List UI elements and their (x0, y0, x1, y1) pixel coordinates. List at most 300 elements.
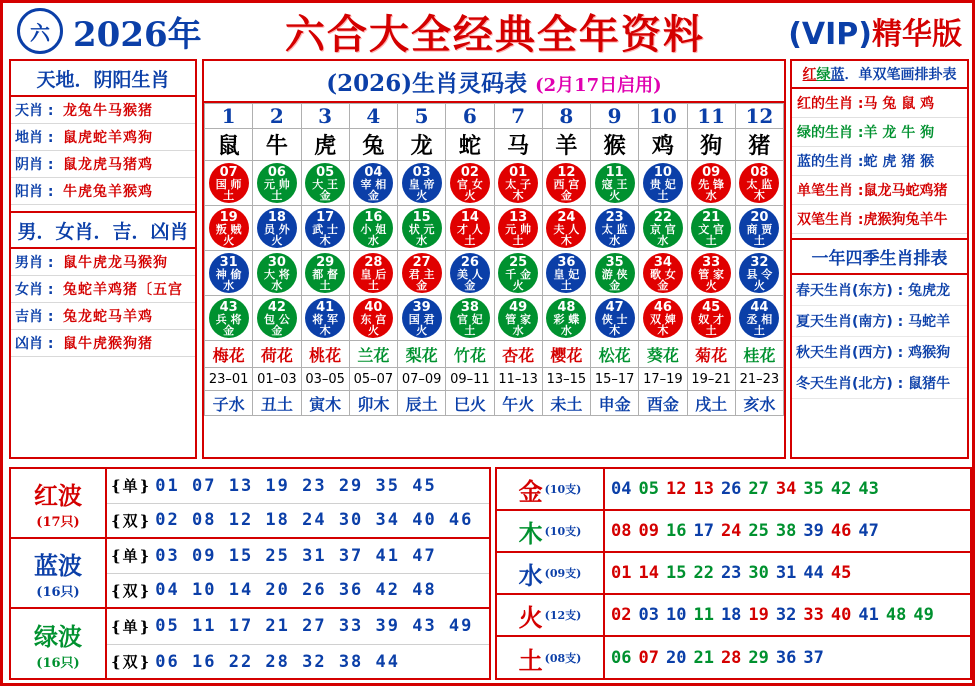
table-cell (735, 296, 783, 341)
number-ball[interactable] (209, 163, 249, 203)
element-number[interactable]: 26 (720, 479, 742, 499)
number-ball[interactable] (643, 253, 683, 293)
element-number[interactable]: 35 (803, 479, 824, 499)
zodiac-title-main: (2026)生肖灵码表 (326, 70, 528, 97)
element-count: (08支) (544, 652, 582, 665)
wave-values: 05 11 17 21 27 33 39 43 49 (155, 616, 474, 637)
table-cell: 13–15 (542, 368, 590, 391)
table-cell (494, 206, 542, 251)
ball-rows (205, 161, 784, 341)
ball-element: 金 (271, 323, 283, 337)
wave-name: 蓝波 (34, 551, 82, 580)
wave-row-blue (11, 539, 489, 609)
table-cell: 兔 (349, 129, 397, 161)
list-item (11, 97, 195, 124)
element-number[interactable]: 09 (638, 521, 659, 541)
table-cell: 羊 (542, 129, 590, 161)
element-number[interactable]: 12 (665, 479, 687, 499)
table-cell: 酉金 (639, 391, 687, 416)
table-cell: 03–05 (301, 368, 349, 391)
number-ball[interactable] (643, 163, 683, 203)
number-ball[interactable] (353, 253, 393, 293)
table-cell (301, 161, 349, 206)
table-cell: 虎 (301, 129, 349, 161)
wave-line-odd (107, 609, 489, 645)
ball-element: 火 (753, 278, 765, 292)
number-ball[interactable] (257, 298, 297, 338)
ball-role: 皇 帝 (408, 177, 435, 191)
ball-role: 神 偷 (215, 267, 242, 281)
element-number[interactable]: 02 (611, 605, 632, 625)
element-number[interactable]: 32 (775, 605, 797, 625)
ball-element: 水 (609, 233, 621, 247)
number-ball[interactable] (739, 298, 779, 338)
element-number[interactable]: 06 (611, 648, 632, 668)
table-cell: 19–21 (687, 368, 735, 391)
ball-element: 水 (223, 278, 235, 292)
number-ball[interactable] (257, 163, 297, 203)
ball-element: 火 (416, 188, 428, 202)
ball-number: 04 (364, 164, 383, 180)
ball-number: 39 (412, 299, 431, 315)
table-cell: 狗 (687, 129, 735, 161)
element-label (497, 511, 605, 551)
wave-line-even (107, 504, 489, 538)
ball-element: 火 (416, 323, 428, 337)
number-ball[interactable] (450, 208, 490, 248)
element-label (497, 637, 605, 679)
element-number[interactable]: 46 (830, 521, 852, 541)
ball-element: 金 (223, 323, 235, 337)
number-ball[interactable] (402, 298, 442, 338)
table-cell: 9 (591, 104, 639, 129)
ball-number: 33 (702, 254, 721, 270)
logo (9, 9, 71, 53)
ball-role: 大 将 (263, 267, 290, 281)
table-cell: 5 (398, 104, 446, 129)
row-key: 男肖 : (15, 255, 54, 271)
ball-role: 国 君 (408, 312, 435, 326)
ball-number: 03 (412, 164, 431, 180)
number-ball[interactable] (595, 163, 635, 203)
ball-role: 太 子 (505, 177, 532, 191)
element-label (497, 553, 605, 593)
ball-element: 水 (367, 233, 379, 247)
table-cell (494, 251, 542, 296)
ball-role: 贵 妃 (649, 177, 676, 191)
ball-role: 商 贾 (746, 222, 773, 236)
ball-element: 水 (657, 233, 669, 247)
row-key: 吉肖 : (15, 309, 54, 325)
element-number[interactable]: 04 (611, 479, 632, 499)
number-ball[interactable] (739, 253, 779, 293)
element-number[interactable]: 33 (803, 605, 824, 625)
element-number[interactable]: 29 (748, 648, 769, 668)
number-ball[interactable] (546, 253, 586, 293)
table-cell: 午火 (494, 391, 542, 416)
element-number[interactable]: 42 (830, 479, 852, 499)
table-cell (735, 251, 783, 296)
ball-element: 金 (560, 188, 572, 202)
element-number[interactable]: 24 (720, 521, 742, 541)
number-ball[interactable] (450, 163, 490, 203)
table-cell: 申金 (591, 391, 639, 416)
ball-role: 状 元 (408, 222, 435, 236)
number-ball[interactable] (691, 208, 731, 248)
element-number[interactable]: 21 (693, 648, 714, 668)
ball-number: 07 (219, 164, 238, 180)
ball-element: 土 (705, 233, 717, 247)
ball-number: 47 (605, 299, 624, 315)
ball-number: 35 (605, 254, 624, 270)
table-cell (639, 161, 687, 206)
table-cell (542, 296, 590, 341)
table-cell: 2 (253, 104, 301, 129)
right-panel (790, 59, 969, 459)
element-number[interactable]: 03 (638, 605, 659, 625)
number-ball[interactable] (546, 298, 586, 338)
left-panel (9, 59, 197, 459)
ball-element: 木 (319, 323, 331, 337)
left-block1-title: 天地．阴阳生肖 (11, 61, 195, 97)
ball-number: 23 (605, 209, 624, 225)
table-cell: 子水 (205, 391, 253, 416)
table-cell (349, 296, 397, 341)
element-number[interactable]: 05 (638, 479, 659, 499)
ball-role: 寇 王 (601, 177, 628, 191)
table-cell: 马 (494, 129, 542, 161)
list-item (11, 249, 195, 276)
ball-element: 木 (560, 233, 572, 247)
row-key: 地肖 : (15, 130, 54, 146)
center-panel (202, 59, 786, 459)
ball-number: 43 (219, 299, 238, 315)
ball-element: 金 (657, 278, 669, 292)
wave-line-even (107, 645, 489, 680)
number-ball[interactable] (691, 253, 731, 293)
element-number[interactable]: 22 (693, 563, 714, 583)
table-cell: 23–01 (205, 368, 253, 391)
ball-role: 双 婢 (649, 312, 676, 326)
table-cell (398, 251, 446, 296)
wave-line-odd (107, 469, 489, 504)
table-cell (591, 161, 639, 206)
list-item: 春天生肖(东方) : 兔虎龙 (792, 275, 967, 306)
number-ball[interactable] (402, 208, 442, 248)
number-ball[interactable] (305, 163, 345, 203)
vip-suffix: 精华版 (872, 17, 962, 52)
wave-tag: {单} (111, 547, 152, 566)
element-number[interactable]: 45 (830, 563, 852, 583)
number-ball[interactable] (643, 208, 683, 248)
number-ball[interactable] (305, 253, 345, 293)
title-red: 红 (802, 67, 817, 83)
number-ball[interactable] (402, 253, 442, 293)
ball-element: 水 (512, 323, 524, 337)
element-number[interactable]: 18 (720, 605, 742, 625)
ball-number: 15 (412, 209, 431, 225)
number-ball[interactable] (643, 298, 683, 338)
table-cell: 鸡 (639, 129, 687, 161)
ball-role: 元 帅 (263, 177, 290, 191)
element-number[interactable]: 48 (885, 605, 907, 625)
table-cell: 巳火 (446, 391, 494, 416)
table-cell (205, 206, 253, 251)
element-number[interactable]: 13 (693, 479, 714, 499)
ball-number: 16 (364, 209, 383, 225)
element-name: 木 (518, 518, 543, 548)
table-cell: 10 (639, 104, 687, 129)
wave-label (11, 609, 107, 679)
number-ball[interactable] (595, 208, 635, 248)
main-columns (6, 59, 972, 464)
ball-number: 25 (509, 254, 528, 270)
ball-element: 火 (609, 188, 621, 202)
ball-element: 金 (416, 278, 428, 292)
table-cell (301, 296, 349, 341)
element-number[interactable]: 37 (803, 648, 824, 668)
element-numbers (605, 469, 970, 509)
table-row-numbers (205, 104, 784, 129)
element-number[interactable]: 23 (720, 563, 742, 583)
zodiac-title-sub: (2月17日启用) (535, 75, 662, 96)
element-number[interactable]: 47 (858, 521, 879, 541)
element-number[interactable]: 19 (748, 605, 769, 625)
title-green: 绿 (816, 67, 831, 83)
row-value: 鼠龙虎马猪鸡 (63, 157, 153, 173)
wave-label (11, 539, 107, 607)
wave-tag: {双} (111, 653, 152, 672)
table-cell (446, 206, 494, 251)
table-cell: 杏花 (494, 341, 542, 368)
wave-label (11, 469, 107, 537)
zodiac-table-title (204, 61, 784, 103)
ball-number: 26 (460, 254, 479, 270)
ball-role: 奴 才 (698, 312, 725, 326)
ball-element: 土 (464, 323, 476, 337)
table-cell (349, 206, 397, 251)
ball-number: 38 (460, 299, 479, 315)
ball-role: 歌 女 (649, 267, 676, 281)
table-cell: 鼠 (205, 129, 253, 161)
ball-element: 土 (367, 278, 379, 292)
row-value: 龙兔牛马猴猪 (63, 103, 153, 119)
number-ball[interactable] (353, 298, 393, 338)
table-cell (639, 296, 687, 341)
ball-role: 小 姐 (360, 222, 387, 236)
table-cell (591, 296, 639, 341)
list-item: 红的生肖 :马 兔 鼠 鸡 (792, 89, 967, 118)
number-ball[interactable] (691, 163, 731, 203)
ball-role: 元 帅 (505, 222, 532, 236)
table-cell: 未土 (542, 391, 590, 416)
number-ball[interactable] (498, 298, 538, 338)
ball-role: 官 妃 (456, 312, 483, 326)
ball-element: 土 (512, 233, 524, 247)
table-cell (253, 161, 301, 206)
number-ball[interactable] (546, 163, 586, 203)
element-number[interactable]: 14 (638, 563, 659, 583)
ball-number: 17 (316, 209, 335, 225)
wave-values: 01 07 13 19 23 29 35 45 (155, 475, 437, 496)
number-ball[interactable] (257, 208, 297, 248)
table-cell: 竹花 (446, 341, 494, 368)
number-ball[interactable] (450, 253, 490, 293)
table-cell: 15–17 (591, 368, 639, 391)
element-number[interactable]: 16 (665, 521, 687, 541)
table-cell: 21–23 (735, 368, 783, 391)
number-ball[interactable] (595, 253, 635, 293)
element-number[interactable]: 15 (665, 563, 687, 583)
element-count: (09支) (544, 567, 582, 580)
ball-number: 42 (267, 299, 286, 315)
table-cell (398, 206, 446, 251)
number-ball[interactable] (498, 253, 538, 293)
ball-number: 09 (702, 164, 721, 180)
element-number[interactable]: 20 (665, 648, 687, 668)
row-value: 牛虎兔羊猴鸡 (63, 184, 153, 200)
number-ball[interactable] (209, 298, 249, 338)
number-ball[interactable] (209, 208, 249, 248)
table-cell (591, 206, 639, 251)
wave-name: 绿波 (34, 622, 82, 651)
ball-element: 水 (416, 233, 428, 247)
row-key: 天肖 : (15, 103, 54, 119)
element-label (497, 595, 605, 635)
table-cell (446, 161, 494, 206)
ball-element: 火 (223, 233, 235, 247)
table-cell (687, 296, 735, 341)
element-row (497, 511, 970, 553)
list-item (11, 124, 195, 151)
ball-role: 侠 士 (601, 312, 628, 326)
ball-role: 包 公 (263, 312, 290, 326)
left-block2-title: 男．女肖．吉．凶肖 (11, 213, 195, 249)
number-ball[interactable] (209, 253, 249, 293)
element-number[interactable]: 38 (775, 521, 797, 541)
number-ball[interactable] (498, 208, 538, 248)
vip-text: (VIP) (788, 17, 872, 52)
table-cell: 3 (301, 104, 349, 129)
element-number[interactable]: 28 (720, 648, 742, 668)
ball-number: 08 (750, 164, 769, 180)
ball-element: 木 (609, 323, 621, 337)
number-ball[interactable] (739, 163, 779, 203)
page-title: 六合大全经典全年资料 (284, 10, 705, 58)
element-number[interactable]: 39 (803, 521, 824, 541)
table-cell (446, 296, 494, 341)
ball-role: 太 监 (746, 177, 773, 191)
table-cell (398, 296, 446, 341)
number-ball[interactable] (498, 163, 538, 203)
element-number[interactable]: 25 (748, 521, 769, 541)
ball-number: 05 (316, 164, 335, 180)
row-value: 鼠虎蛇羊鸡狗 (63, 130, 153, 146)
wave-tag: {双} (111, 511, 152, 530)
ball-role: 县 令 (746, 267, 773, 281)
element-number[interactable]: 31 (775, 563, 797, 583)
table-cell: 牛 (253, 129, 301, 161)
element-number[interactable]: 36 (775, 648, 797, 668)
number-ball[interactable] (595, 298, 635, 338)
element-number[interactable]: 49 (913, 605, 934, 625)
table-row-animals (205, 129, 784, 161)
ball-role: 先 锋 (698, 177, 725, 191)
element-number[interactable]: 43 (858, 479, 879, 499)
number-ball[interactable] (739, 208, 779, 248)
ball-element: 金 (319, 188, 331, 202)
ball-role: 官 女 (456, 177, 483, 191)
ball-number: 29 (316, 254, 335, 270)
element-number[interactable]: 07 (638, 648, 659, 668)
element-name: 金 (518, 476, 543, 506)
table-cell: 1 (205, 104, 253, 129)
table-cell: 荷花 (253, 341, 301, 368)
wave-count: (16只) (36, 585, 80, 600)
table-cell: 01–03 (253, 368, 301, 391)
table-cell: 戌土 (687, 391, 735, 416)
number-ball[interactable] (353, 208, 393, 248)
number-ball[interactable] (402, 163, 442, 203)
number-ball[interactable] (353, 163, 393, 203)
table-cell (735, 206, 783, 251)
element-number[interactable]: 44 (803, 563, 824, 583)
element-number[interactable]: 41 (858, 605, 879, 625)
ball-role: 才 人 (456, 222, 483, 236)
ball-element: 金 (464, 278, 476, 292)
element-number[interactable]: 40 (830, 605, 852, 625)
ball-element: 木 (753, 188, 765, 202)
element-name: 水 (518, 560, 543, 590)
row-value: 兔龙蛇马羊鸡 (63, 309, 153, 325)
table-cell: 松花 (591, 341, 639, 368)
table-cell: 05–07 (349, 368, 397, 391)
table-row-balls (205, 206, 784, 251)
number-ball[interactable] (546, 208, 586, 248)
element-number[interactable]: 11 (693, 605, 714, 625)
number-ball[interactable] (691, 298, 731, 338)
title-rest: ．单双笔画排卦表 (844, 67, 957, 83)
ball-element: 木 (657, 323, 669, 337)
element-number[interactable]: 01 (611, 563, 632, 583)
element-number[interactable]: 10 (665, 605, 687, 625)
wave-line-odd (107, 539, 489, 574)
ball-element: 水 (705, 188, 717, 202)
number-ball[interactable] (305, 208, 345, 248)
element-number[interactable]: 27 (748, 479, 769, 499)
element-number[interactable]: 08 (611, 521, 632, 541)
table-cell (687, 251, 735, 296)
element-number[interactable]: 34 (775, 479, 797, 499)
ball-element: 土 (223, 188, 235, 202)
number-ball[interactable] (257, 253, 297, 293)
list-item (11, 330, 195, 357)
ball-element: 土 (753, 323, 765, 337)
ball-role: 叛 贼 (215, 222, 242, 236)
ball-role: 千 金 (505, 267, 532, 281)
table-cell (542, 206, 590, 251)
ball-number: 06 (267, 164, 286, 180)
element-number[interactable]: 30 (748, 563, 769, 583)
row-key: 阳肖 : (15, 184, 54, 200)
wave-tag: {双} (111, 581, 152, 600)
number-ball[interactable] (450, 298, 490, 338)
number-ball[interactable] (305, 298, 345, 338)
element-number[interactable]: 17 (693, 521, 714, 541)
ball-number: 41 (316, 299, 335, 315)
table-cell: 6 (446, 104, 494, 129)
wave-values: 04 10 14 20 26 36 42 48 (155, 580, 437, 601)
